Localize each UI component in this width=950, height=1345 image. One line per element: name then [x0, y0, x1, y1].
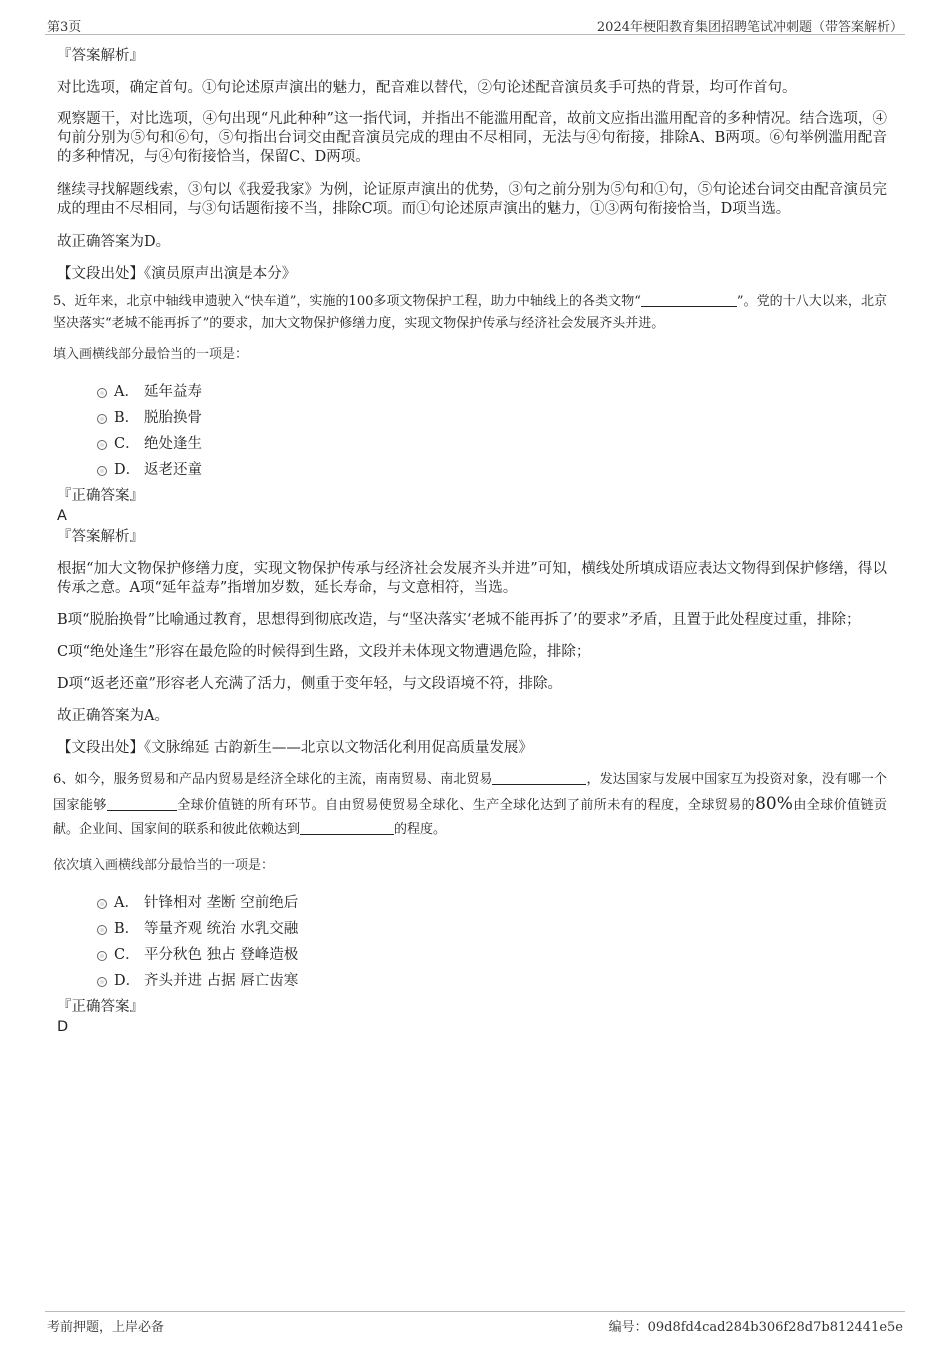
correct-answer-label: 『正确答案』	[57, 999, 144, 1015]
radio-button-icon[interactable]	[97, 466, 107, 476]
radio-button-icon[interactable]	[97, 925, 107, 935]
question-5-prompt: 填入画横线部分最恰当的一项是：	[53, 347, 249, 362]
radio-button-icon[interactable]	[97, 388, 107, 398]
analysis-conclusion: 故正确答案为A。	[57, 708, 169, 724]
question-6-prompt: 依次填入画横线部分最恰当的一项是：	[53, 858, 275, 873]
analysis-paragraph: D项“返老还童”形容老人充满了活力，侧重于变年轻，与文段语境不符，排除。	[57, 676, 562, 692]
page-footer	[45, 1311, 905, 1334]
fill-blank	[492, 771, 586, 785]
question-6-options	[57, 890, 887, 994]
fill-blank	[300, 821, 394, 835]
analysis-paragraph: 根据“加大文物保护修缮力度，实现文物保护传承与经济社会发展齐头并进”可知，横线处所填成语应表达文物得到保护修缮，得以传承之意。A项“延年益寿”指增加岁数，延长寿命，与文意相符，当选。	[57, 561, 887, 596]
analysis-paragraph: C项“绝处逢生”形容在最危险的时候得到生路，文段并未体现文物遭遇危险，排除；	[57, 644, 591, 660]
source-citation: 【文段出处】《文脉绵延 古韵新生——北京以文物活化利用促高质量发展》	[57, 740, 533, 756]
radio-button-icon[interactable]	[97, 951, 107, 961]
correct-answer-value: D	[57, 1019, 69, 1035]
radio-button-icon[interactable]	[97, 414, 107, 424]
document-title: 2024年梗阳教育集团招聘笔试冲刺题（带答案解析）	[596, 20, 903, 35]
option-a[interactable]: A． 延年益寿	[57, 379, 887, 405]
correct-answer-label: 『正确答案』	[57, 488, 144, 504]
question-5-stem: 5、近年来，北京中轴线申遗驶入“快车道”，实施的100多项文物保护工程，助力中轴线上的各类文物“ ”。党的十八大以来，北京坚决落实“老城不能再拆了”的要求，加大文物保护修缮力度，实现文物保护传承与经济社会发展齐头并进。	[53, 294, 887, 331]
document-code: 编号：09d8fd4cad284b306f28d7b812441e5e	[608, 1320, 903, 1335]
footer-slogan: 考前押题，上岸必备	[47, 1320, 165, 1335]
question-6-stem: 6、如今，服务贸易和产品内贸易是经济全球化的主流，南南贸易、南北贸易 ，发达国家与发展中国家互为投资对象，没有哪一个国家能够 全球价值链的所有环节。自由贸易使贸易全球化、生产全球化达到了前所未有的程度，全球贸易的80%由全球价值链贡献。企业间、国家间的联系和彼此依赖达到 的程度。	[53, 772, 887, 837]
option-d[interactable]: D． 齐头并进 占据 唇亡齿寒	[57, 968, 887, 994]
option-c[interactable]: C． 绝处逢生	[57, 431, 887, 457]
radio-button-icon[interactable]	[97, 440, 107, 450]
option-c[interactable]: C． 平分秋色 独占 登峰造极	[57, 942, 887, 968]
option-b[interactable]: B． 脱胎换骨	[57, 405, 887, 431]
fill-blank	[641, 293, 737, 307]
page-content	[53, 46, 887, 1037]
question-5-options	[57, 379, 887, 483]
analysis-paragraph: B项“脱胎换骨”比喻通过教育，思想得到彻底改造，与“坚决落实‘老城不能再拆了’的要求”矛盾，且置于此处程度过重，排除；	[57, 612, 861, 628]
analysis-conclusion: 故正确答案为D。	[57, 234, 171, 250]
correct-answer-value: A	[57, 508, 67, 524]
radio-button-icon[interactable]	[97, 977, 107, 987]
option-a[interactable]: A． 针锋相对 垄断 空前绝后	[57, 890, 887, 916]
page-header	[45, 14, 905, 35]
analysis-paragraph: 对比选项，确定首句。①句论述原声演出的魅力，配音难以替代，②句论述配音演员炙手可热的背景，均可作首句。	[57, 80, 797, 96]
analysis-paragraph: 继续寻找解题线索，③句以《我爱我家》为例，论证原声演出的优势，③句之前分别为⑤句和①句，⑤句论述台词交由配音演员完成的理由不尽相同，与③句话题衔接不当，排除C项。而①句论述原声演出的魅力，①③两句衔接恰当，D项当选。	[57, 182, 887, 217]
answer-analysis-label: 『答案解析』	[57, 529, 144, 545]
page-number: 第3页	[47, 20, 82, 35]
option-b[interactable]: B． 等量齐观 统治 水乳交融	[57, 916, 887, 942]
source-citation: 【文段出处】《演员原声出演是本分》	[57, 266, 297, 282]
analysis-paragraph: 观察题干，对比选项，④句出现“凡此种种”这一指代词，并指出不能滥用配音，故前文应指出滥用配音的多种情况。结合选项，④句前分别为⑤句和⑥句，⑤句指出台词交由配音演员完成的理由不尽相同，无法与④句衔接，排除A、B两项。⑥句举例滥用配音的多种情况，与④句衔接恰当，保留C、D两项。	[57, 111, 887, 165]
option-d[interactable]: D． 返老还童	[57, 457, 887, 483]
answer-analysis-label: 『答案解析』	[57, 48, 144, 64]
fill-blank	[107, 797, 177, 811]
radio-button-icon[interactable]	[97, 899, 107, 909]
